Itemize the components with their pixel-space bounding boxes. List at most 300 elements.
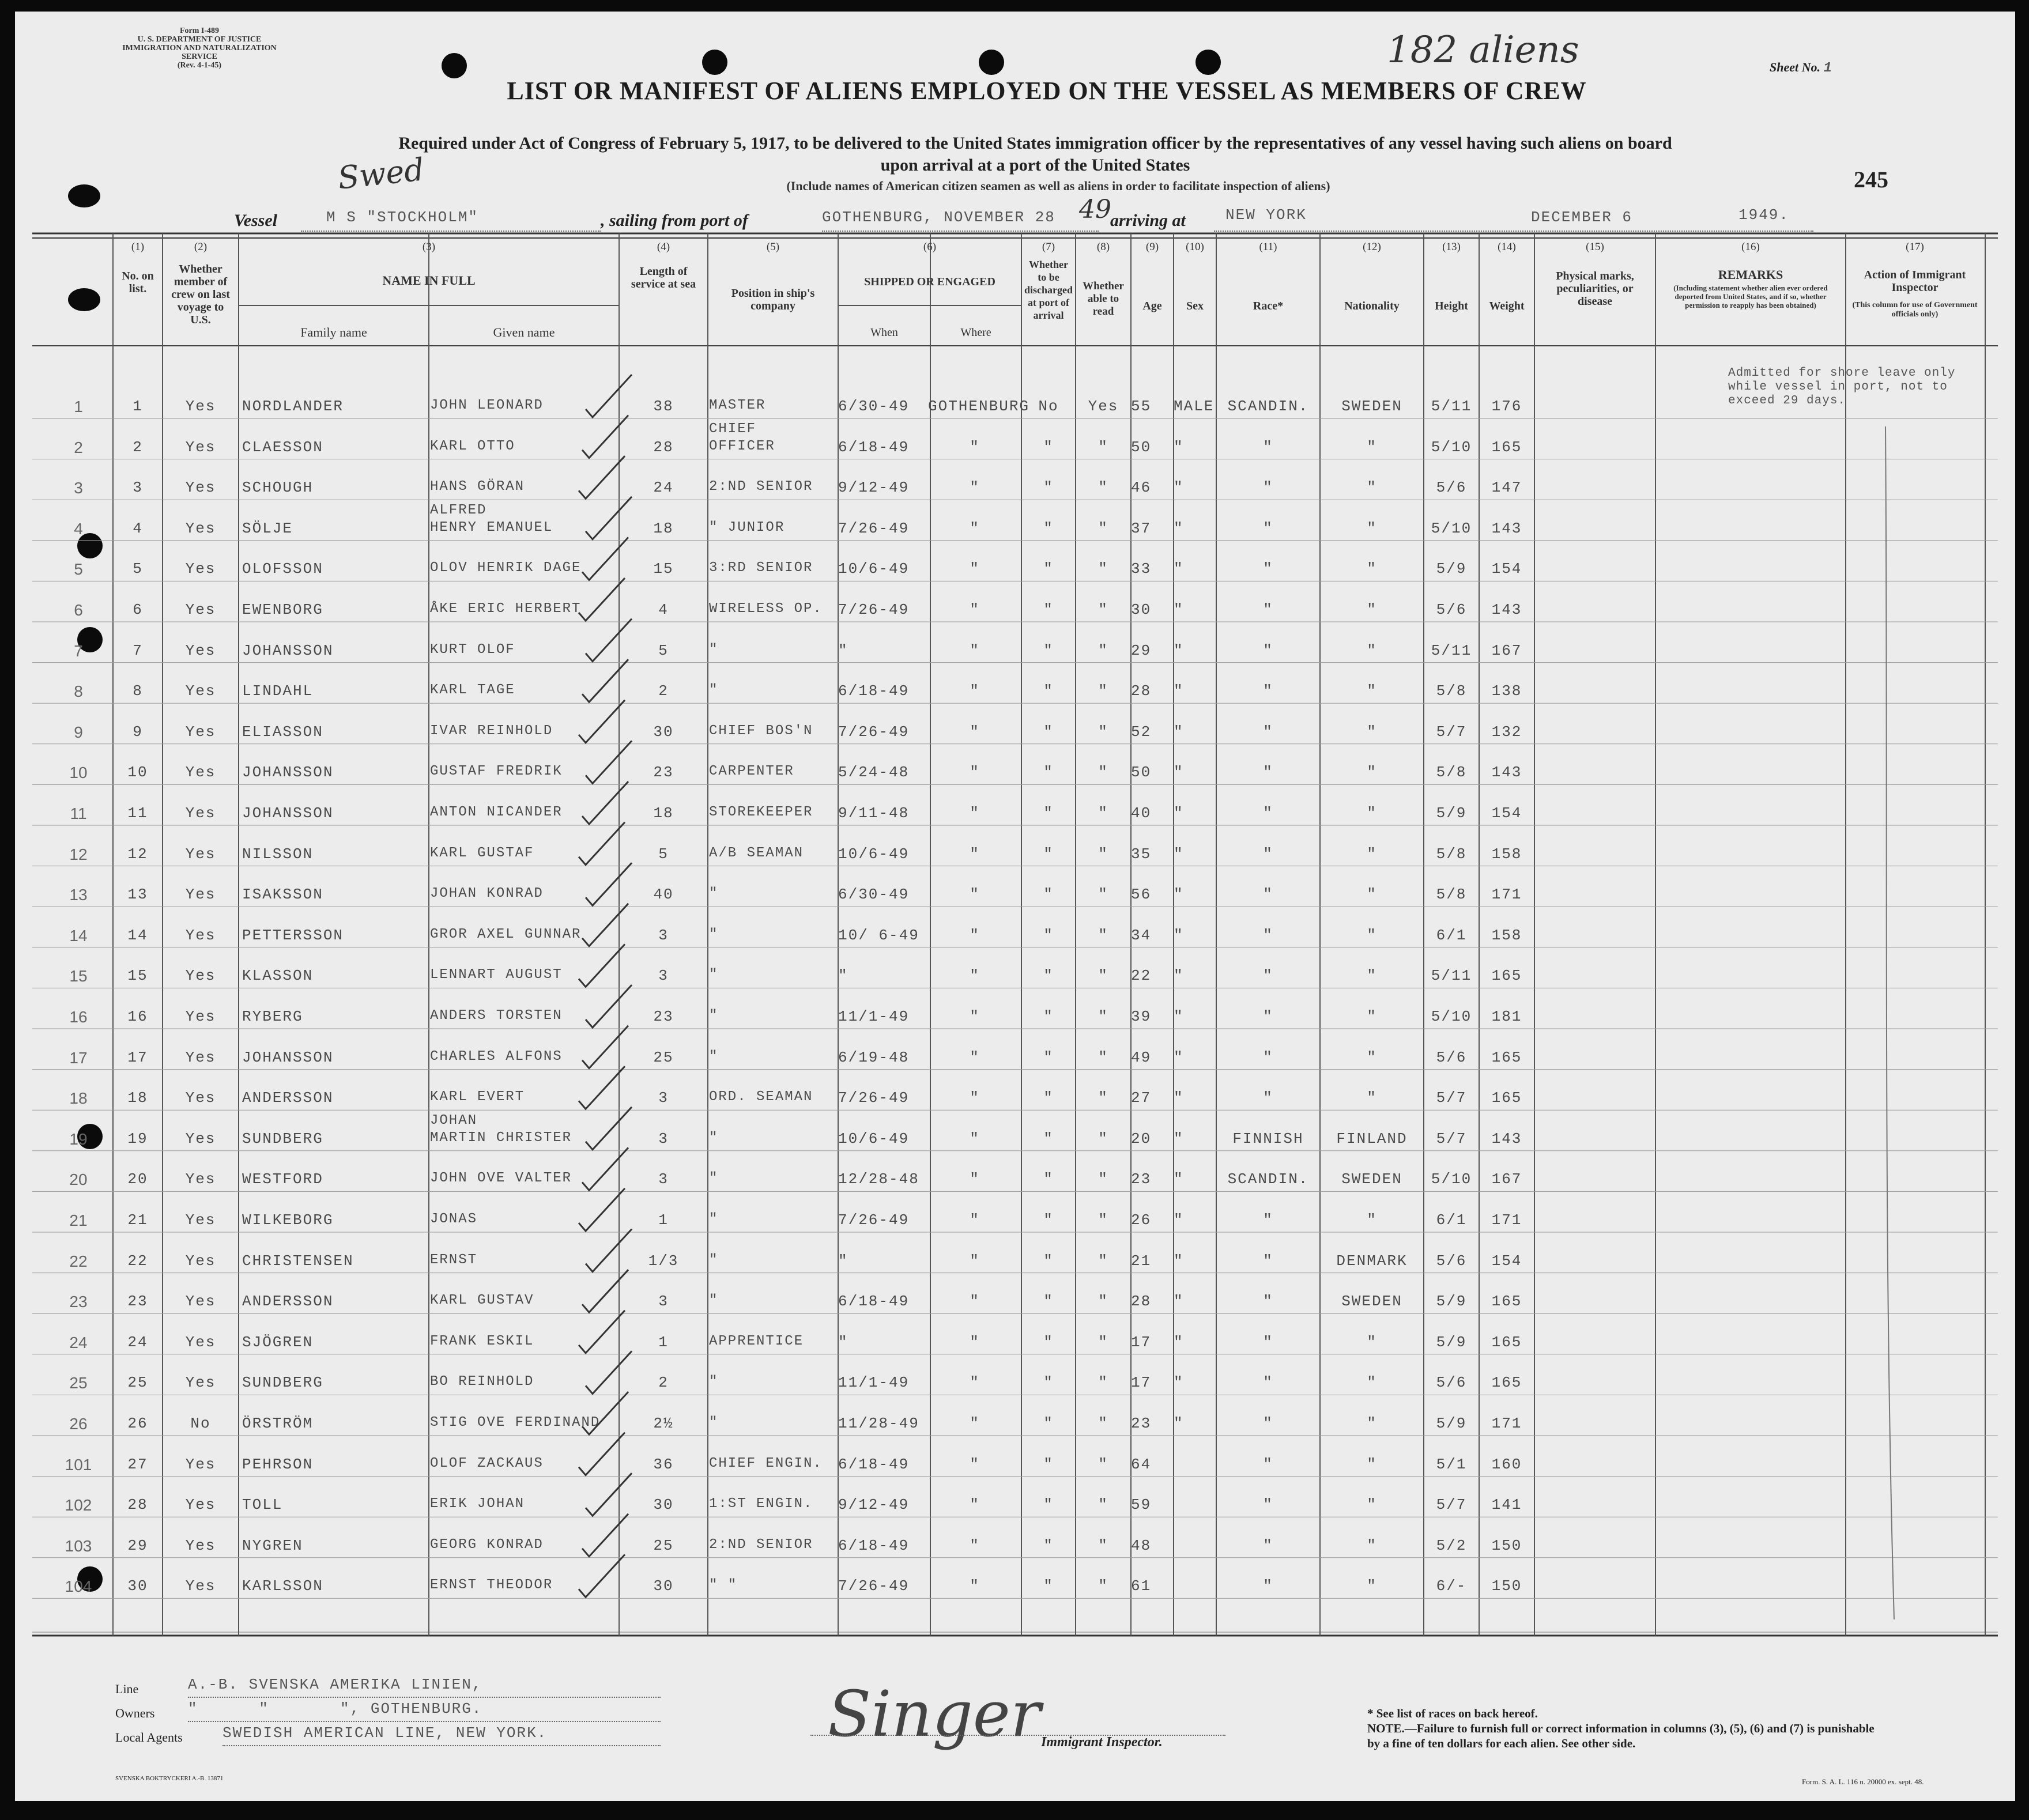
cell-height: 5/6 — [1436, 1374, 1467, 1392]
cell-nationality: " — [1367, 601, 1377, 618]
cell-race: " — [1263, 764, 1273, 781]
cell-length-of-service: 23 — [653, 1008, 674, 1025]
footer-dotline-1 — [188, 1697, 661, 1698]
cell-race: " — [1263, 1496, 1273, 1514]
cell-length-of-service: 2½ — [653, 1415, 674, 1432]
cell-to-be-discharged: " — [1043, 479, 1054, 497]
col10-number: (10) — [1186, 241, 1204, 253]
cell-able-to-read: " — [1098, 1333, 1108, 1351]
cell-family-name: CLAESSON — [242, 438, 323, 456]
cell-to-be-discharged: " — [1043, 805, 1054, 822]
cell-nationality: " — [1367, 1211, 1377, 1229]
cell-position: " JUNIOR — [709, 519, 785, 535]
cell-list-number: 22 — [127, 1252, 148, 1270]
owners-label: Owners — [115, 1706, 155, 1720]
footer-dotline-2 — [188, 1721, 661, 1722]
cell-given-name: OLOF ZACKAUS — [430, 1455, 544, 1471]
cell-given-name: JOHN LEONARD — [430, 398, 544, 413]
cell-height: 5/10 — [1431, 1170, 1472, 1188]
cell-able-to-read: " — [1098, 1048, 1108, 1066]
col17-number: (17) — [1906, 241, 1924, 253]
cell-weight: 158 — [1491, 926, 1522, 944]
cell-shipped-where: " — [970, 805, 980, 822]
cell-age: 50 — [1131, 438, 1152, 456]
cell-to-be-discharged: " — [1043, 1170, 1054, 1188]
cell-race: " — [1263, 1252, 1273, 1270]
cell-nationality: " — [1367, 1008, 1377, 1025]
cell-length-of-service: 3 — [658, 1089, 669, 1107]
cell-list-number: 17 — [127, 1048, 148, 1066]
cell-shipped-where: " — [970, 1496, 980, 1514]
cell-shipped-where: " — [970, 560, 980, 578]
cell-given-name: JONAS — [430, 1211, 478, 1227]
cell-age: 56 — [1131, 886, 1152, 904]
cell-list-number: 7 — [133, 641, 143, 659]
cell-crew-last-voyage: Yes — [185, 723, 216, 741]
cell-shipped-where: " — [970, 1008, 980, 1025]
cell-family-name: SUNDBERG — [242, 1374, 323, 1392]
cell-margin-number: 9 — [74, 723, 83, 741]
cell-given-name: OLOV HENRIK DAGE — [430, 560, 582, 576]
cell-age: 23 — [1131, 1415, 1152, 1432]
owners-value: " " ", GOTHENBURG. — [188, 1700, 482, 1717]
col15-label: Physical marks, peculiarities, or disease — [1556, 270, 1634, 308]
cell-race: " — [1263, 1008, 1273, 1025]
cell-weight: 143 — [1491, 764, 1522, 781]
cell-crew-last-voyage: Yes — [185, 1333, 216, 1351]
cell-shipped-when: 7/26-49 — [838, 601, 910, 618]
cell-race: " — [1263, 479, 1273, 497]
cell-to-be-discharged: " — [1043, 1130, 1054, 1147]
cell-shipped-where: " — [970, 926, 980, 944]
cell-length-of-service: 2 — [658, 682, 669, 700]
cell-given-name-line-1: JOHAN — [430, 1112, 478, 1128]
cell-sex: " — [1174, 1089, 1184, 1107]
col11-label: Race* — [1253, 300, 1284, 312]
cell-able-to-read: " — [1098, 1211, 1108, 1229]
cell-weight: 154 — [1491, 560, 1522, 578]
cell-shipped-where: " — [970, 1170, 980, 1188]
signature-dotline — [810, 1735, 1225, 1736]
cell-height: 5/7 — [1436, 1130, 1467, 1147]
col7-label: Whether to be discharged at port of arrival — [1024, 259, 1073, 321]
cell-sex: " — [1174, 438, 1184, 456]
cell-given-name: ERNST — [430, 1252, 478, 1268]
cell-length-of-service: 4 — [658, 601, 669, 618]
cell-list-number: 12 — [127, 845, 148, 863]
cell-age: 30 — [1131, 601, 1152, 618]
cell-shipped-where: " — [970, 1293, 980, 1311]
cell-crew-last-voyage: Yes — [185, 560, 216, 578]
cell-able-to-read: " — [1098, 1293, 1108, 1311]
cell-given-name-line-1: ALFRED — [430, 502, 487, 518]
cell-height: 5/6 — [1436, 601, 1467, 618]
cell-position: OFFICER — [709, 438, 775, 454]
cell-shipped-where: " — [970, 519, 980, 537]
cell-nationality: " — [1367, 764, 1377, 781]
cell-able-to-read: " — [1098, 1496, 1108, 1514]
cell-family-name: PETTERSSON — [242, 926, 344, 944]
cell-age: 28 — [1131, 1293, 1152, 1311]
cell-length-of-service: 30 — [653, 1577, 674, 1595]
cell-height: 5/9 — [1436, 1415, 1467, 1432]
cell-to-be-discharged: " — [1043, 845, 1054, 863]
cell-length-of-service: 25 — [653, 1048, 674, 1066]
cell-race: " — [1263, 967, 1273, 985]
cell-crew-last-voyage: Yes — [185, 479, 216, 497]
cell-nationality: " — [1367, 519, 1377, 537]
cell-height: 6/1 — [1436, 1211, 1467, 1229]
immigrant-inspector-label: Immigrant Inspector. — [1041, 1735, 1163, 1750]
cell-list-number: 26 — [127, 1415, 148, 1432]
cell-race: SCANDIN. — [1227, 398, 1309, 415]
cell-to-be-discharged: " — [1043, 1536, 1054, 1554]
cell-given-name: ANDERS TORSTEN — [430, 1008, 563, 1024]
cell-position: " — [709, 1252, 719, 1268]
cell-crew-last-voyage: Yes — [185, 1252, 216, 1270]
col3-number: (3) — [422, 241, 436, 253]
sheet-number-value: 1 — [1823, 61, 1833, 76]
cell-shipped-where: " — [970, 764, 980, 781]
col9-label: Age — [1142, 300, 1162, 312]
cell-family-name: SÖLJE — [242, 519, 293, 537]
cell-to-be-discharged: " — [1043, 1415, 1054, 1432]
cell-race: " — [1263, 1293, 1273, 1311]
cell-crew-last-voyage: Yes — [185, 967, 216, 985]
cell-nationality: " — [1367, 845, 1377, 863]
cell-race: SCANDIN. — [1227, 1170, 1309, 1188]
cell-sex: " — [1174, 886, 1184, 904]
cell-given-name: KARL OTTO — [430, 438, 515, 454]
cell-position: 1:ST ENGIN. — [709, 1496, 813, 1512]
col14-label: Weight — [1489, 300, 1525, 312]
cell-nationality: SWEDEN — [1341, 1293, 1402, 1311]
cell-shipped-when: 11/1-49 — [838, 1374, 910, 1392]
cell-margin-number: 18 — [69, 1089, 88, 1108]
cell-age: 34 — [1131, 926, 1152, 944]
cell-length-of-service: 24 — [653, 479, 674, 497]
cell-to-be-discharged: " — [1043, 1293, 1054, 1311]
col12-label: Nationality — [1344, 300, 1400, 312]
cell-shipped-when: 5/24-48 — [838, 764, 910, 781]
cell-position: A/B SEAMAN — [709, 845, 804, 861]
cell-given-name: STIG OVE FERDINAND — [430, 1415, 601, 1430]
cell-given-name: GUSTAF FREDRIK — [430, 764, 563, 780]
cell-height: 5/8 — [1436, 682, 1467, 700]
cell-position: APPRENTICE — [709, 1333, 804, 1349]
cell-race: " — [1263, 1374, 1273, 1392]
cell-race: " — [1263, 1415, 1273, 1432]
cell-margin-number: 4 — [74, 519, 83, 538]
cell-margin-number: 11 — [70, 805, 87, 822]
cell-family-name: ÖRSTRÖM — [242, 1415, 314, 1432]
cell-length-of-service: 30 — [653, 723, 674, 741]
cell-able-to-read: " — [1098, 1374, 1108, 1392]
cell-given-name: JOHN OVE VALTER — [430, 1170, 572, 1187]
cell-margin-number: 16 — [69, 1008, 88, 1026]
cell-margin-number: 104 — [65, 1577, 92, 1596]
cell-position: " — [709, 886, 719, 902]
cell-weight: 167 — [1491, 641, 1522, 659]
cell-height: 5/8 — [1436, 845, 1467, 863]
cell-sex: " — [1174, 967, 1184, 985]
cell-margin-number: 12 — [69, 845, 88, 863]
cell-race: " — [1263, 1577, 1273, 1595]
arrival-year: 1949. — [1738, 206, 1790, 224]
cell-weight: 143 — [1491, 1130, 1522, 1147]
cell-family-name: CHRISTENSEN — [242, 1252, 354, 1270]
cell-race: " — [1263, 1536, 1273, 1554]
cell-sex: " — [1174, 1008, 1184, 1025]
col17-sub-label: (This column for use of Government officials only) — [1852, 301, 1978, 319]
cell-length-of-service: 2 — [658, 1374, 669, 1392]
cell-to-be-discharged: " — [1043, 886, 1054, 904]
printer-mark: SVENSKA BOKTRYCKERI A.-B. 13871 — [115, 1775, 224, 1782]
cell-margin-number: 21 — [69, 1211, 88, 1229]
cell-position: " — [709, 1374, 719, 1390]
cell-able-to-read: " — [1098, 519, 1108, 537]
cell-to-be-discharged: " — [1043, 1089, 1054, 1107]
cell-family-name: PEHRSON — [242, 1455, 314, 1473]
cell-race: " — [1263, 519, 1273, 537]
cell-given-name: ERNST THEODOR — [430, 1577, 553, 1594]
manifest-subtitle-line-2: upon arrival at a port of the United States — [880, 156, 1190, 175]
cell-given-name: ERIK JOHAN — [430, 1496, 525, 1512]
cell-list-number: 14 — [127, 926, 148, 944]
cell-to-be-discharged: " — [1043, 1008, 1054, 1025]
cell-sex: " — [1174, 1252, 1184, 1270]
cell-length-of-service: 1/3 — [648, 1252, 679, 1270]
cell-list-number: 13 — [127, 886, 148, 904]
cell-nationality: DENMARK — [1336, 1252, 1408, 1270]
cell-able-to-read: " — [1098, 886, 1108, 904]
cell-nationality: " — [1367, 560, 1377, 578]
cell-crew-last-voyage: No — [190, 1415, 211, 1432]
col5-number: (5) — [766, 241, 780, 253]
col15-number: (15) — [1586, 241, 1604, 253]
cell-given-name: CHARLES ALFONS — [430, 1048, 563, 1064]
cell-sex: " — [1174, 641, 1184, 659]
cell-able-to-read: " — [1098, 641, 1108, 659]
cell-shipped-where: " — [970, 1130, 980, 1147]
cell-race: " — [1263, 601, 1273, 618]
cell-family-name: EWENBORG — [242, 601, 323, 618]
cell-length-of-service: 3 — [658, 1170, 669, 1188]
vessel-label: Vessel — [234, 211, 277, 230]
cell-to-be-discharged: No — [1038, 398, 1059, 415]
cell-race: " — [1263, 1211, 1273, 1229]
form-number: Form I-489 — [179, 27, 220, 35]
footer-dotline-3 — [222, 1745, 661, 1746]
cell-length-of-service: 25 — [653, 1536, 674, 1554]
manifest-sheet — [15, 12, 2015, 1801]
cell-shipped-when: 7/26-49 — [838, 1577, 910, 1595]
col7-number: (7) — [1042, 241, 1055, 253]
cell-age: 22 — [1131, 967, 1152, 985]
cell-weight: 171 — [1491, 1211, 1522, 1229]
cell-position: MASTER — [709, 398, 766, 413]
cell-shipped-where: " — [970, 601, 980, 618]
cell-shipped-where: " — [970, 1536, 980, 1554]
cell-nationality: " — [1367, 1577, 1377, 1595]
cell-weight: 165 — [1491, 1089, 1522, 1107]
cell-to-be-discharged: " — [1043, 926, 1054, 944]
cell-sex: " — [1174, 1374, 1184, 1392]
cell-age: 50 — [1131, 764, 1152, 781]
col3-given-label: Given name — [493, 325, 555, 339]
cell-crew-last-voyage: Yes — [185, 1089, 216, 1107]
cell-shipped-where: " — [970, 1374, 980, 1392]
cell-height: 6/1 — [1436, 926, 1467, 944]
manifest-subtitle-line-1: Required under Act of Congress of February 5, 1917, to be delivered to the United States immigration officer by the representatives of any vessel having such aliens on board — [398, 134, 1672, 153]
manifest-title: LIST OR MANIFEST OF ALIENS EMPLOYED ON THE VESSEL AS MEMBERS OF CREW — [507, 77, 1587, 105]
cell-given-name: KARL GUSTAF — [430, 845, 534, 861]
cell-position: " — [709, 682, 719, 698]
cell-sex: " — [1174, 926, 1184, 944]
col17-label: Action of Immigrant Inspector — [1864, 269, 1966, 294]
cell-length-of-service: 5 — [658, 641, 669, 659]
cell-list-number: 28 — [127, 1496, 148, 1514]
cell-weight: 138 — [1491, 682, 1522, 700]
cell-list-number: 10 — [127, 764, 148, 781]
cell-margin-number: 15 — [69, 967, 88, 985]
cell-able-to-read: Yes — [1088, 398, 1119, 415]
cell-length-of-service: 15 — [653, 560, 674, 578]
cell-given-name: HENRY EMANUEL — [430, 519, 553, 535]
cell-able-to-read: " — [1098, 438, 1108, 456]
cell-height: 5/7 — [1436, 1496, 1467, 1514]
cell-race: " — [1263, 1333, 1273, 1351]
cell-shipped-when: 6/18-49 — [838, 682, 910, 700]
cell-crew-last-voyage: Yes — [185, 1496, 216, 1514]
cell-nationality: " — [1367, 1374, 1377, 1392]
cell-crew-last-voyage: Yes — [185, 1293, 216, 1311]
cell-sex: " — [1174, 1170, 1184, 1188]
cell-weight: 165 — [1491, 1374, 1522, 1392]
cell-family-name: JOHANSSON — [242, 764, 334, 781]
cell-weight: 150 — [1491, 1536, 1522, 1554]
cell-shipped-when: " — [838, 967, 848, 985]
local-agents-label: Local Agents — [115, 1730, 183, 1745]
cell-able-to-read: " — [1098, 723, 1108, 741]
cell-position-line-1: CHIEF — [709, 421, 757, 437]
cell-family-name: JOHANSSON — [242, 1048, 334, 1066]
cell-sex: " — [1174, 764, 1184, 781]
cell-crew-last-voyage: Yes — [185, 1170, 216, 1188]
cell-family-name: ELIASSON — [242, 723, 323, 741]
cell-position: " — [709, 1130, 719, 1146]
cell-given-name: GROR AXEL GUNNAR — [430, 926, 582, 942]
cell-to-be-discharged: " — [1043, 723, 1054, 741]
cell-able-to-read: " — [1098, 1130, 1108, 1147]
cell-list-number: 11 — [127, 805, 148, 822]
cell-family-name: JOHANSSON — [242, 641, 334, 659]
cell-crew-last-voyage: Yes — [185, 1211, 216, 1229]
cell-to-be-discharged: " — [1043, 560, 1054, 578]
cell-to-be-discharged: " — [1043, 682, 1054, 700]
cell-able-to-read: " — [1098, 1536, 1108, 1554]
cell-age: 61 — [1131, 1577, 1152, 1595]
cell-to-be-discharged: " — [1043, 1496, 1054, 1514]
cell-shipped-where: " — [970, 438, 980, 456]
cell-crew-last-voyage: Yes — [185, 519, 216, 537]
cell-shipped-where: " — [970, 1415, 980, 1432]
cell-length-of-service: 28 — [653, 438, 674, 456]
cell-length-of-service: 1 — [658, 1333, 669, 1351]
cell-sex: " — [1174, 519, 1184, 537]
cell-crew-last-voyage: Yes — [185, 1374, 216, 1392]
cell-length-of-service: 3 — [658, 967, 669, 985]
cell-given-name: KARL TAGE — [430, 682, 515, 698]
cell-margin-number: 14 — [69, 926, 88, 945]
col16-label: REMARKS — [1718, 267, 1783, 282]
cell-crew-last-voyage: Yes — [185, 641, 216, 659]
cell-weight: 154 — [1491, 1252, 1522, 1270]
col12-number: (12) — [1363, 241, 1381, 253]
cell-nationality: " — [1367, 682, 1377, 700]
cell-nationality: SWEDEN — [1341, 1170, 1402, 1188]
cell-sex: " — [1174, 1293, 1184, 1311]
cell-shipped-where: " — [970, 641, 980, 659]
cell-margin-number: 2 — [74, 438, 83, 456]
cell-crew-last-voyage: Yes — [185, 845, 216, 863]
cell-race: " — [1263, 1089, 1273, 1107]
cell-height: 5/10 — [1431, 438, 1472, 456]
cell-nationality: FINLAND — [1336, 1130, 1408, 1147]
cell-family-name: NILSSON — [242, 845, 314, 863]
cell-position: CARPENTER — [709, 764, 794, 780]
cell-race: FINNISH — [1232, 1130, 1304, 1147]
sailing-port: GOTHENBURG, NOVEMBER 28 — [822, 209, 1055, 226]
col2-label: Whether member of crew on last voyage to U.S. — [171, 263, 230, 326]
cell-family-name: KLASSON — [242, 967, 314, 985]
arrival-date: DECEMBER 6 — [1531, 209, 1633, 226]
cell-family-name: ISAKSSON — [242, 886, 323, 904]
cell-crew-last-voyage: Yes — [185, 438, 216, 456]
cell-nationality: " — [1367, 641, 1377, 659]
cell-sex: " — [1174, 1211, 1184, 1229]
cell-to-be-discharged: " — [1043, 1211, 1054, 1229]
col6-label: SHIPPED OR ENGAGED — [864, 275, 995, 288]
cell-sex: " — [1174, 601, 1184, 618]
cell-position: " " — [709, 1577, 738, 1594]
cell-to-be-discharged: " — [1043, 438, 1054, 456]
cell-list-number: 30 — [127, 1577, 148, 1595]
cell-age: 59 — [1131, 1496, 1152, 1514]
cell-position: 2:ND SENIOR — [709, 1536, 813, 1553]
col1-label: No. on list. — [122, 270, 154, 295]
cell-list-number: 8 — [133, 682, 143, 700]
cell-shipped-when: 6/18-49 — [838, 1293, 910, 1311]
cell-to-be-discharged: " — [1043, 601, 1054, 618]
cell-height: 5/7 — [1436, 723, 1467, 741]
cell-age: 23 — [1131, 1170, 1152, 1188]
cell-able-to-read: " — [1098, 560, 1108, 578]
cell-nationality: " — [1367, 1415, 1377, 1432]
cell-nationality: SWEDEN — [1341, 398, 1402, 415]
cell-race: " — [1263, 641, 1273, 659]
cell-age: 33 — [1131, 560, 1152, 578]
cell-length-of-service: 38 — [653, 398, 674, 415]
cell-position: CHIEF ENGIN. — [709, 1455, 823, 1471]
col4-number: (4) — [657, 241, 670, 253]
cell-shipped-when: 7/26-49 — [838, 723, 910, 741]
cell-sex: " — [1174, 805, 1184, 822]
cell-to-be-discharged: " — [1043, 1333, 1054, 1351]
line-label: Line — [115, 1682, 139, 1696]
cell-family-name: WESTFORD — [242, 1170, 323, 1188]
cell-age: 39 — [1131, 1008, 1152, 1025]
